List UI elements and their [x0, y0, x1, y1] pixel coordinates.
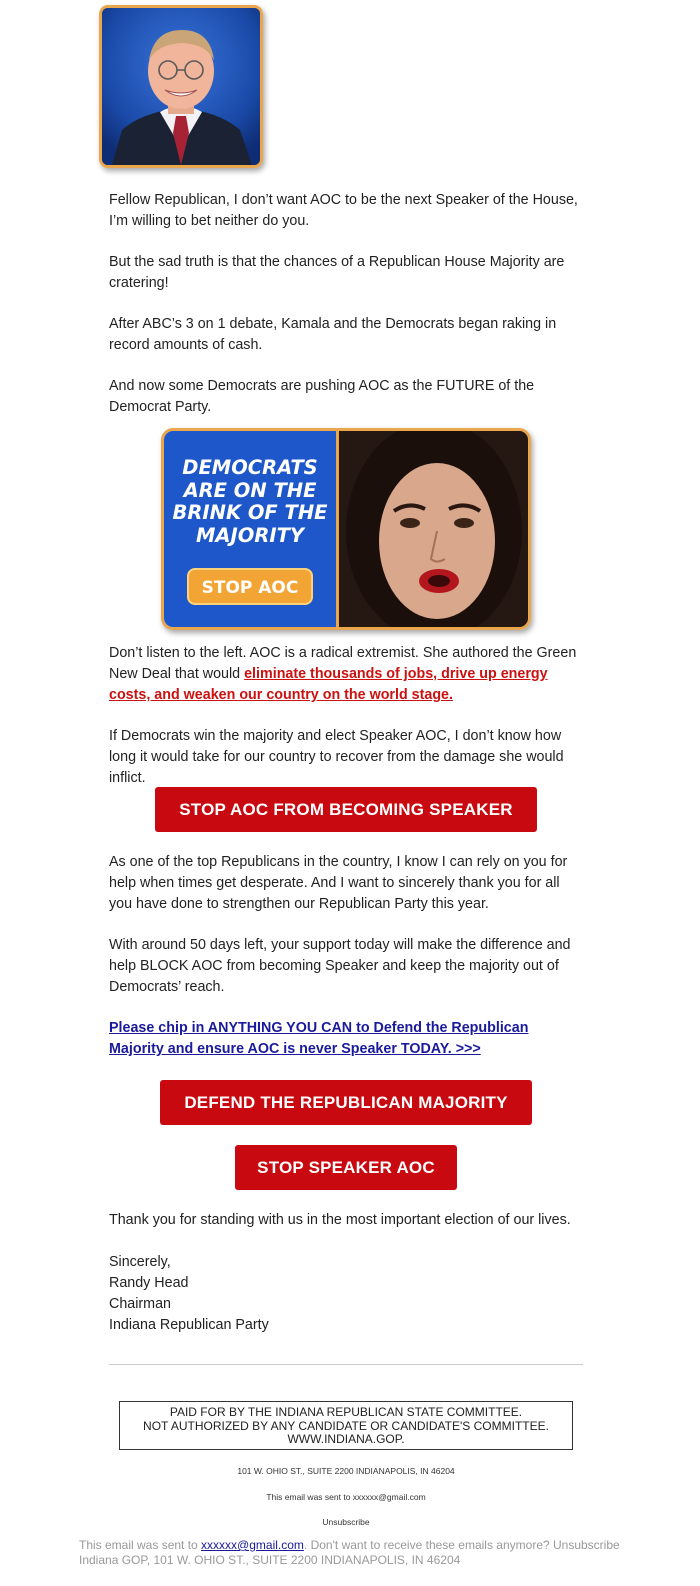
body-paragraph: After ABC’s 3 on 1 debate, Kamala and the Democrats began raking in record amounts of cash.: [109, 316, 557, 353]
stop-aoc-banner[interactable]: [161, 428, 531, 630]
bottom-footer-address: Indiana GOP, 101 W. OHIO ST., SUITE 2200 INDIANAPOLIS, IN 46204: [79, 1553, 461, 1567]
donation-link-paragraph: [109, 1018, 585, 1060]
body-paragraph: But the sad truth is that the chances of a Republican House Majority are cratering!: [109, 254, 565, 291]
disclaimer-line: PAID FOR BY THE INDIANA REPUBLICAN STATE COMMITTEE.: [169, 1405, 523, 1419]
body-paragraph: And now some Democrats are pushing AOC as the FUTURE of the Democrat Party.: [109, 378, 535, 415]
disclaimer-line: NOT AUTHORIZED BY ANY CANDIDATE OR CANDIDATE'S COMMITTEE.: [143, 1418, 549, 1433]
signature-name: Randy Head: [109, 1275, 189, 1291]
paid-for-disclaimer: [119, 1401, 573, 1450]
footer-address: 101 W. OHIO ST., SUITE 2200 INDIANAPOLIS, IN 46204: [237, 1466, 455, 1476]
defend-the-republican-majority-button[interactable]: DEFEND THE REPUBLICAN MAJORITY: [160, 1080, 532, 1125]
body-paragraph: Fellow Republican, I don’t want AOC to be the next Speaker of the House, I’m willing to bet neither do you.: [109, 192, 578, 229]
signature-block: [109, 1252, 585, 1336]
stop-speaker-aoc-button[interactable]: STOP SPEAKER AOC: [235, 1145, 457, 1190]
banner-headline-line: MAJORITY: [195, 523, 305, 547]
signature-org: Indiana Republican Party: [109, 1317, 269, 1333]
body-paragraph: Thank you for standing with us in the most important election of our lives.: [109, 1212, 571, 1228]
banner-photo: [336, 431, 528, 627]
footer-text-unsubscribe[interactable]: . Don't want to receive these emails anymore? Unsubscribe: [303, 1538, 620, 1552]
banner-headline-line: DEMOCRATS: [182, 456, 318, 479]
body-paragraph: With around 50 days left, your support today will make the difference and help BLOCK AOC from becoming Speaker and keep the majority out of Democrats’ reach.: [109, 937, 571, 995]
green-new-deal-link[interactable]: eliminate thousands of jobs, drive up energy costs, and weaken our country on the world stage.: [109, 666, 548, 703]
body-paragraph: If Democrats win the majority and elect Speaker AOC, I don’t know how long it would take for our country to recover from the damage she would inflict.: [109, 728, 564, 786]
banner-stop-aoc-button[interactable]: STOP AOC: [187, 568, 313, 605]
banner-text-panel: [164, 431, 336, 627]
recipient-email-link[interactable]: xxxxxx@gmail.com: [201, 1538, 304, 1552]
portrait-image: [99, 5, 263, 168]
banner-headline-line: ARE ON THE: [183, 478, 317, 502]
body-paragraph: As one of the top Republicans in the country, I know I can rely on you for help when times get desperate. And I want to sincerely thank you for all you have done to strengthen our Republican Party this year.: [109, 854, 568, 912]
footer-divider: [109, 1364, 583, 1365]
signature-closing: Sincerely,: [109, 1254, 171, 1270]
body-paragraph: [109, 643, 585, 706]
portrait-illustration: [102, 8, 260, 165]
chip-in-link[interactable]: Please chip in ANYTHING YOU CAN to Defend the Republican Majority and ensure AOC is never Speaker TODAY. >>>: [109, 1020, 529, 1057]
banner-headline: [164, 457, 336, 547]
footer-text: This email was sent to: [79, 1538, 202, 1552]
paragraph-text: Don’t listen to the left. AOC is a radical extremist. She authored the Green New Deal that would: [109, 645, 577, 682]
disclaimer-line: WWW.INDIANA.GOP.: [287, 1432, 405, 1446]
bottom-footer-line: [79, 1538, 689, 1552]
banner-headline-line: BRINK OF THE: [172, 501, 328, 524]
banner-photo-illustration: [339, 431, 528, 627]
stop-aoc-from-becoming-speaker-button[interactable]: STOP AOC FROM BECOMING SPEAKER: [155, 787, 537, 832]
unsubscribe-link[interactable]: Unsubscribe: [322, 1517, 370, 1527]
footer-sent-to: This email was sent to xxxxxx@gmail.com: [266, 1492, 426, 1502]
signature-title: Chairman: [109, 1296, 171, 1312]
